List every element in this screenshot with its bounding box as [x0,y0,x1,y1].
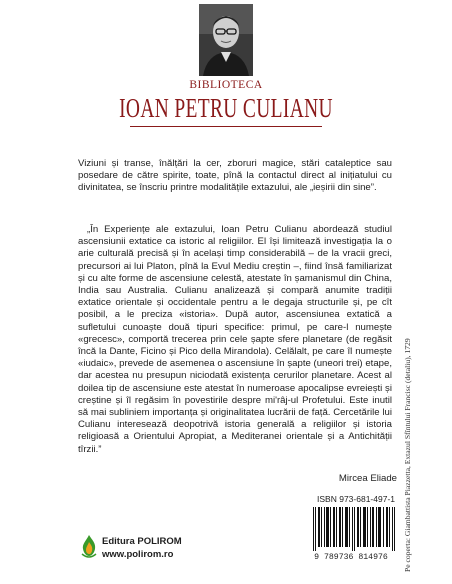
barcode-icon [313,507,395,551]
publisher-website: www.polirom.ro [102,549,174,560]
isbn: ISBN 973-681-497-1 [317,494,395,504]
signature: Mircea Eliade [338,473,397,484]
author-photo [199,4,253,76]
polirom-flame-logo-icon [80,534,98,558]
title-divider [130,126,322,127]
barcode-number: 9 789736 814976 [314,553,388,562]
series-label: BIBLIOTECA [189,79,263,91]
cover-credit: Pe coperta: Giambattista Piazzetta, Extazul Sfîntului Francisc (detaliu), 1729 [403,338,412,572]
intro-paragraph: Viziuni și transe, înălțări la cer, zboruri magice, stări cataleptice sau posedare de către spirite, toate, pînă la contactul direct al inițiatului cu divinitatea, se înscriu printre modalitățile extazului, ale „ieșirii din sine”. [78,158,392,193]
quote-paragraph [78,224,392,456]
author-name: IOAN PETRU CULIANU [119,93,333,123]
quote-text: „În Experiențe ale extazului, Ioan Petru Culianu abordează studiul ascensiunii extatice ca istoric al religiilor. El își limitează investigația la o arie culturală precisă și în același timp considerabilă – de la vracii greci, precursori ai lui Platon, pînă la Evul Mediu creștin –, fiind însă familiarizat și cu alte forme de ascensiune celestă, atestate în șamanismul din China, India sau Australia. Culianu analizează și compară anumite tradiții extatice orientale și occidentale pentru a le degaja structurile și, pe cît posibil, a le preciza «istoria». După autor, ascensiunea extatică a sufletului cunoaște două tipuri specifice: primul, pe care-l numește «grecesc», comportă trecerea prin cele șapte sfere planetare (de regăsit încă la Dante, Ficino și Pico della Mirandola). Celălalt, pe care îl numește «iudaic», prevede de asemenea o ascensiune în șapte (uneori trei) etape, dar acestea nu presupun niciodată existența cerurilor planetare. Acest al doilea tip de ascensiune este atestat în numeroase apocalipse evreiești și creștine și îl regăsim în povestirile despre mi'râj-ul Profetului. Este inutil să mai subliniem importanța și originalitatea lucrării de față. Cercetările lui Culianu interesează deopotrivă istoria generală a religiilor și istoria religioasă a Orientului Apropiat, a Mediteranei orientale și a Antichității tîrzii.” [78,224,392,455]
publisher-name: Editura POLIROM [102,536,182,547]
